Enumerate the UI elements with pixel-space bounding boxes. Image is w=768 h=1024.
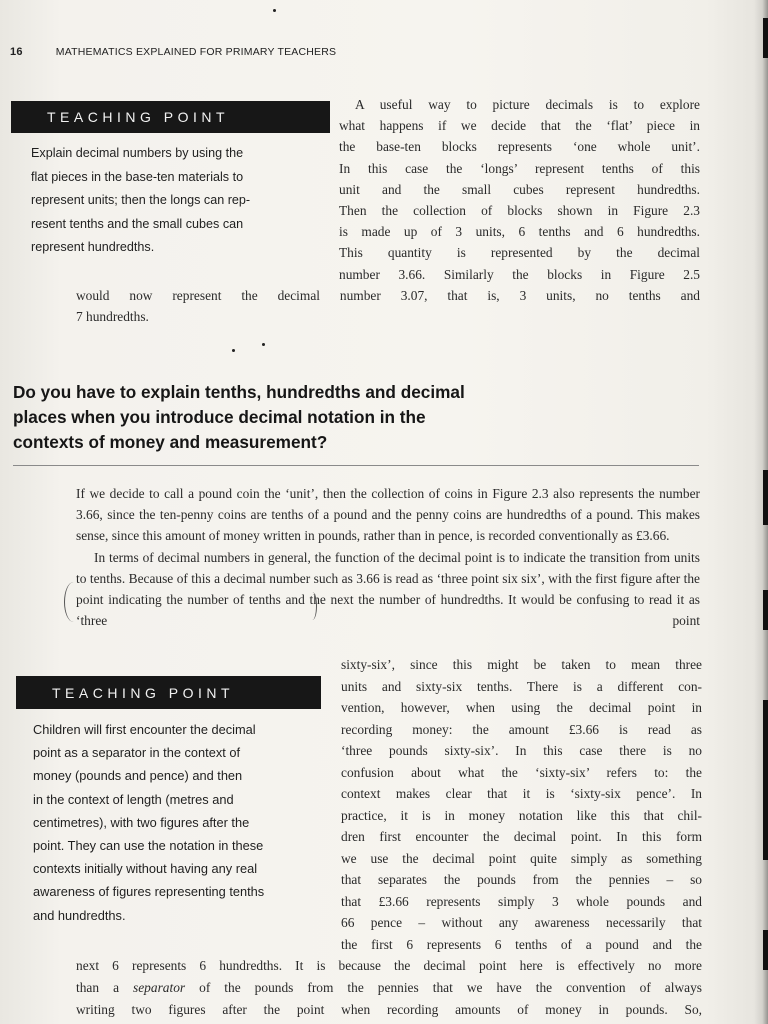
emphasis-separator: separator bbox=[133, 980, 186, 995]
text-line: we use the decimal point quite simply as something bbox=[341, 850, 702, 866]
text-line bbox=[76, 977, 702, 999]
text-line: centimetres), with two figures after the bbox=[33, 814, 250, 830]
text-line: vention, however, when using the decimal point in bbox=[341, 700, 702, 715]
running-title: MATHEMATICS EXPLAINED FOR PRIMARY TEACHERS bbox=[55, 46, 337, 58]
text-line: the first 6 represents 6 tenths of a pound and the bbox=[341, 936, 702, 952]
text-line: 66 pence – without any awareness necessarily that bbox=[341, 915, 702, 930]
text-line: Children will first encounter the decimal bbox=[33, 722, 256, 737]
page-edge-mark bbox=[763, 470, 768, 525]
page-edge-mark bbox=[763, 18, 768, 58]
pencil-bracket-mark bbox=[64, 582, 83, 622]
text-line: the base-ten blocks represents ‘one whole unit’. bbox=[339, 139, 700, 155]
text-line: units and sixty-six tenths. There is a different con- bbox=[341, 678, 702, 694]
speck bbox=[262, 343, 265, 346]
paragraph: If we decide to call a pound coin the ‘unit’, then the collection of coins in Figure 2.3 also represents the number 3.66, since the ten-penny coins are tenths of a pound and the penny coins are hundredths of a pound. This makes sense, since this amount of money written in pounds, rather than in pence, is recorded conventionally as £3.66. bbox=[76, 486, 700, 544]
text-line: money (pounds and pence) and then bbox=[33, 768, 243, 784]
text-line: practice, it is in money notation like this that chil- bbox=[341, 807, 702, 823]
text-line: and hundredths. bbox=[33, 907, 126, 923]
text-line: point as a separator in the context of bbox=[33, 745, 241, 761]
teaching-point-text bbox=[31, 142, 321, 260]
text-line: confusion about what the ‘sixty-six’ refers to: the bbox=[341, 764, 702, 780]
text-line: dren first encounter the decimal point. In this form bbox=[341, 829, 702, 844]
page-edge-mark bbox=[763, 930, 768, 970]
running-head bbox=[10, 46, 336, 62]
heading-line: Do you have to explain tenths, hundredths and decimal bbox=[13, 382, 465, 402]
text-line: next 6 represents 6 hundredths. It is because the decimal point here is effectively no more bbox=[76, 958, 702, 973]
heading-line: places when you introduce decimal notation in the bbox=[13, 407, 426, 427]
text-line: number 3.66. Similarly the blocks in Figure 2.5 bbox=[339, 266, 700, 282]
body-paragraph bbox=[339, 94, 700, 285]
teaching-point-banner bbox=[11, 101, 330, 133]
text-line: ‘three pounds sixty-six’. In this case there is no bbox=[341, 743, 702, 758]
paragraph: In terms of decimal numbers in general, the function of the decimal point is to indicate the transition from units to tenths. Because of this a decimal number such as 3.66 is read as ‘three point six six’, with the first figure after the point indicating the number of tenths and the next the number of hundredths. It would be confusing to read it as ‘three point bbox=[76, 549, 700, 629]
text-line: that separates the pounds from the pennies – so bbox=[341, 872, 702, 887]
text-line: what happens if we decide that the ‘flat’ piece in bbox=[339, 118, 700, 134]
text-line: that £3.66 represents simply 3 whole pounds and bbox=[341, 893, 702, 909]
text-run: than a bbox=[76, 980, 134, 995]
section-heading bbox=[13, 380, 553, 455]
text-line: flat pieces in the base-ten materials to bbox=[31, 169, 244, 184]
text-line: In this case the ‘longs’ represent tenths of this bbox=[339, 160, 700, 176]
text-line: resent tenths and the small cubes can bbox=[31, 216, 244, 231]
text-line: A useful way to picture decimals is to explore bbox=[355, 97, 700, 112]
heading-rule bbox=[13, 465, 699, 466]
body-paragraph bbox=[341, 654, 702, 955]
speck bbox=[232, 349, 235, 352]
text-run: of the pounds from the pennies that we have the convention of always bbox=[185, 980, 702, 995]
text-line: awareness of figures representing tenths bbox=[33, 884, 265, 900]
body-paragraphs bbox=[76, 483, 700, 631]
text-line: Explain decimal numbers by using the bbox=[31, 146, 244, 160]
body-paragraph-continued bbox=[76, 955, 702, 1021]
text-line: context makes clear that it is ‘sixty-six pence’. In bbox=[341, 786, 702, 801]
body-paragraph-continued bbox=[76, 285, 700, 327]
teaching-point-label: TEACHING POINT bbox=[47, 109, 230, 125]
text-line: in the context of length (metres and bbox=[33, 791, 234, 807]
text-line: 7 hundredths. bbox=[76, 309, 149, 325]
text-line: This quantity is represented by the decimal bbox=[339, 245, 700, 261]
text-line: unit and the small cubes represent hundredths. bbox=[339, 181, 700, 197]
text-line: Then the collection of blocks shown in Figure 2.3 bbox=[339, 203, 700, 219]
text-line: sixty-six’, since this might be taken to mean three bbox=[341, 657, 702, 672]
pencil-bracket-mark bbox=[308, 592, 317, 620]
heading-line: contexts of money and measurement? bbox=[13, 432, 328, 452]
text-line: would now represent the decimal number 3.07, that is, 3 units, no tenths and bbox=[76, 288, 700, 303]
page-edge-mark bbox=[763, 700, 768, 860]
text-line: represent hundredths. bbox=[31, 240, 155, 254]
text-line: recording money: the amount £3.66 is read as bbox=[341, 721, 702, 737]
page-edge-mark bbox=[763, 590, 768, 630]
teaching-point-text bbox=[33, 718, 318, 927]
text-line: writing two figures after the point when recording amounts of money in pounds. So, bbox=[76, 1002, 702, 1017]
page-number: 16 bbox=[10, 46, 23, 58]
text-line: represent units; then the longs can rep- bbox=[31, 193, 251, 207]
teaching-point-banner bbox=[16, 676, 321, 709]
text-line: is made up of 3 units, 6 tenths and 6 hundredths. bbox=[339, 224, 700, 240]
teaching-point-label: TEACHING POINT bbox=[52, 684, 235, 701]
speck bbox=[273, 9, 276, 12]
text-line: contexts initially without having any real bbox=[33, 861, 258, 877]
text-line: point. They can use the notation in these bbox=[33, 838, 264, 854]
